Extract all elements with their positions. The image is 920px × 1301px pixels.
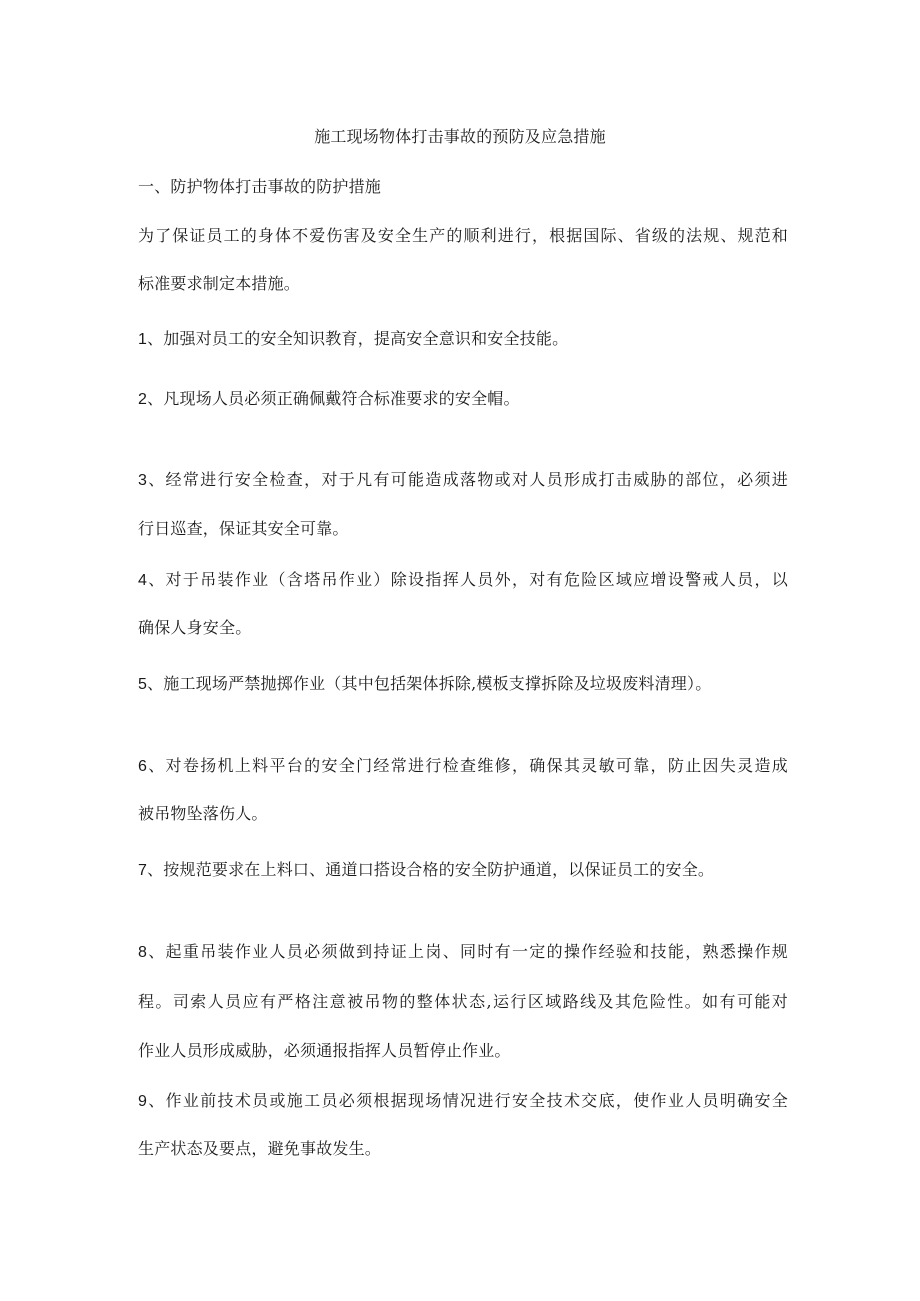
list-item <box>138 470 788 491</box>
item-text: 、施工现场严禁抛掷作业（其中包括架体拆除,模板支撑拆除及垃圾废料清理）。 <box>147 674 712 693</box>
item-text: 、对于吊装作业（含塔吊作业）除设指挥人员外，对有危险区域应增设警戒人员，以 <box>147 570 788 589</box>
intro-line-2: 标准要求制定本措施。 <box>138 274 301 293</box>
item-continuation: 行日巡查，保证其安全可靠。 <box>138 519 349 538</box>
list-item <box>138 674 788 695</box>
item-number: 3 <box>138 472 148 489</box>
list-item <box>138 329 788 350</box>
list-item <box>138 860 788 881</box>
item-continuation: 被吊物坠落伤人。 <box>138 804 268 823</box>
list-item <box>138 1091 788 1112</box>
intro-line-1: 为了保证员工的身体不爱伤害及安全生产的顺利进行，根据国际、省级的法规、规范和 <box>138 226 788 245</box>
item-number: 9 <box>138 1093 148 1110</box>
item-number: 4 <box>138 572 148 589</box>
item-text: 、作业前技术员或施工员必须根据现场情况进行安全技术交底，使作业人员明确安全 <box>147 1091 788 1110</box>
item-text: 、加强对员工的安全知识教育，提高安全意识和安全技能。 <box>147 329 569 348</box>
list-item <box>138 756 788 777</box>
item-text: 、对卷扬机上料平台的安全门经常进行检查维修，确保其灵敏可靠，防止因失灵造成 <box>147 756 788 775</box>
page-title: 施工现场物体打击事故的预防及应急措施 <box>314 127 606 146</box>
item-number: 7 <box>138 862 148 879</box>
item-text: 、按规范要求在上料口、通道口搭设合格的安全防护通道，以保证员工的安全。 <box>147 860 715 879</box>
item-number: 1 <box>138 331 148 348</box>
item-number: 2 <box>138 391 148 408</box>
item-text: 、经常进行安全检查，对于凡有可能造成落物或对人员形成打击威胁的部位，必须进 <box>147 470 788 489</box>
list-item <box>138 389 788 410</box>
item-continuation: 生产状态及要点，避免事故发生。 <box>138 1139 382 1158</box>
list-item <box>138 570 788 591</box>
item-number: 5 <box>138 676 148 693</box>
item-continuation: 程。司索人员应有严格注意被吊物的整体状态,运行区域路线及其危险性。如有可能对 <box>138 992 788 1011</box>
item-number: 6 <box>138 758 148 775</box>
item-text: 、凡现场人员必须正确佩戴符合标准要求的安全帽。 <box>147 389 520 408</box>
item-continuation: 确保人身安全。 <box>138 618 252 637</box>
item-text: 、起重吊装作业人员必须做到持证上岗、同时有一定的操作经验和技能，熟悉操作规 <box>147 942 788 961</box>
item-continuation: 作业人员形成威胁，必须通报指挥人员暂停止作业。 <box>138 1041 511 1060</box>
section-heading: 一、防护物体打击事故的防护措施 <box>138 177 382 196</box>
item-number: 8 <box>138 944 148 961</box>
list-item <box>138 942 788 963</box>
